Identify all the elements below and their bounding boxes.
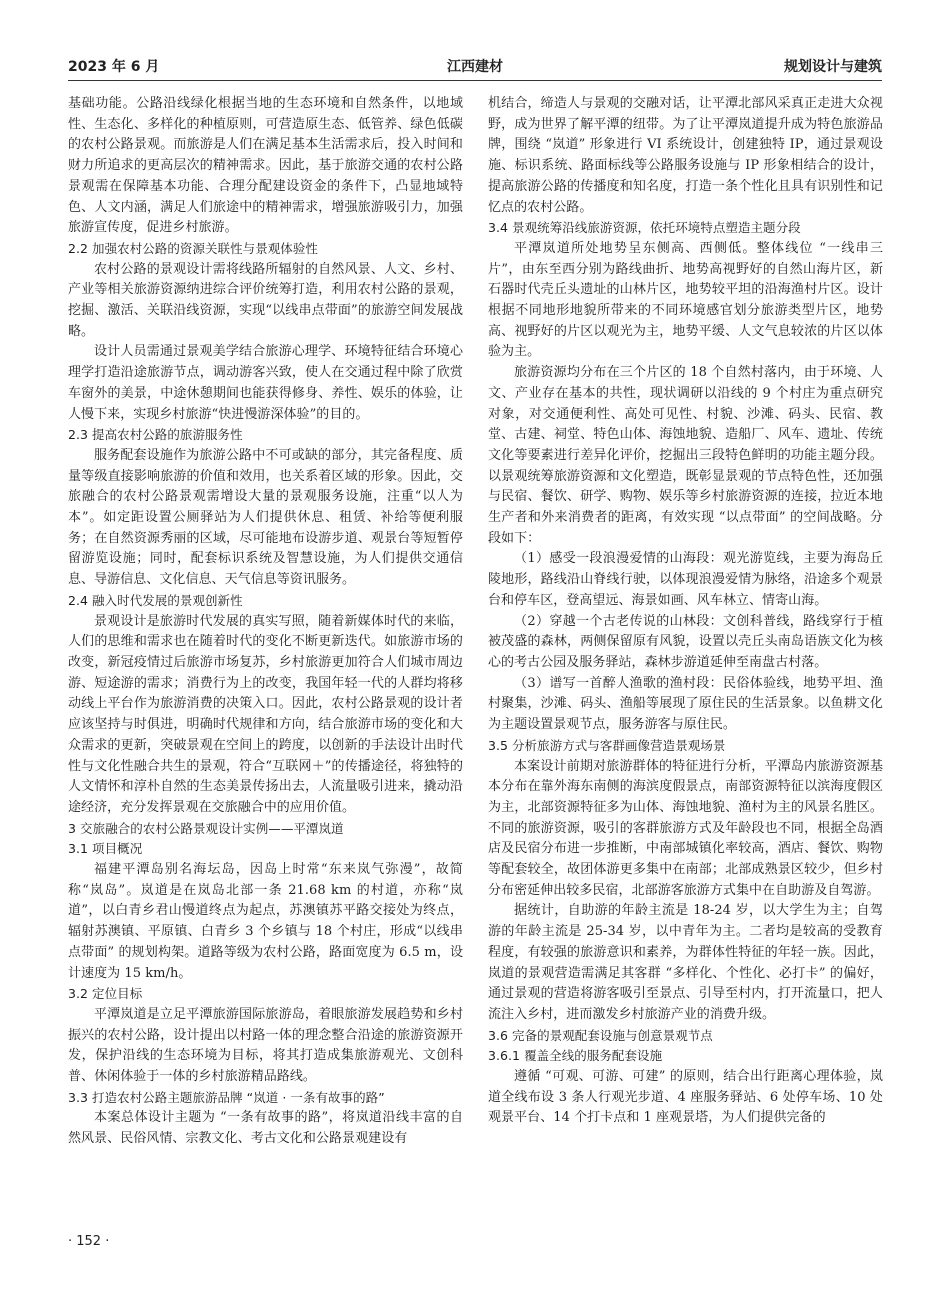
page-number: · 152 · <box>68 1234 110 1249</box>
section-heading: 3 交旅融合的农村公路景观设计实例——平潭岚道 <box>68 820 344 836</box>
paragraph: 据统计，自助游的年龄主流是 18-24 岁，以大学生为主；自驾游的年龄主流是 25-34 岁，以中青年为主。二者均是较高的受教育程度，有较强的旅游意识和素养，为群体性特征的年轻一族。因此，岚道的景观营造需满足其客群 “多样化、个性化、必打卡” 的偏好，通过景观的营造将游客吸引至景点、引导至村内，打开流量口，把人流注入乡村，进而激发乡村旅游产业的消费升级。 <box>488 903 883 1022</box>
paragraph: 福建平潭岛别名海坛岛，因岛上时常“东来岚气弥漫”，故简称“岚岛”。岚道是在岚岛北部一条 21.68 km 的村道，亦称“岚道”，以白青乡君山慢道终点为起点，苏澳镇苏平路交接处为终点，辐射苏澳镇、平原镇、白青乡 3 个乡镇与 18 个村庄，形成“以线串点带面” 的规划构架。道路等级为农村公路，路面宽度为 6.5 m，设计速度为 15 km/h。 <box>68 862 463 981</box>
paragraph: （1）感受一段浪漫爱情的山海段：观光游览线，主要为海岛丘陵地形，路线沿山脊线行驶，以体现浪漫爱情为脉络，沿途多个观景台和停车区，登高望远、海景如画、风车林立、情寄山海。 <box>488 551 883 608</box>
section-title: 规划设计与建筑 <box>784 59 882 75</box>
paragraph: 本案设计前期对旅游群体的特征进行分析，平潭岛内旅游资源基本分布在靠外海东南侧的海滨度假景点，南部资源特征以滨海度假区为主，北部资源特征多为山体、海蚀地貌、渔村为主的风景名胜区。不同的旅游资源，吸引的客群旅游方式及年龄段也不同，根据全岛酒店及民宿分布进一步推断，中南部城镇化率较高，酒店、餐饮、购物等配套较全，故团体游更多集中在南部；北部成熟景区较少，但乡村分布密延伸出较多民宿，北部游客旅游方式集中在自助游及自驾游。 <box>488 758 883 898</box>
paragraph-continued: 机结合，缔造人与景观的交融对话，让平潭北部风采真正走进大众视野，成为世界了解平潭的纽带。为了让平潭岚道提升成为特色旅游品牌，围绕 “岚道” 形象进行 VI 系统设计，创建独特 IP，通过景观设施、标识系统、路面标线等公路服务设施与 IP 形象相结合的设计，提高旅游公路的传播度和知名度，打造一条个性化且具有识别性和记忆点的农村公路。 <box>488 96 883 215</box>
section-heading: 2.4 融入时代发展的景观创新性 <box>68 592 243 608</box>
section-heading: 2.3 提高农村公路的旅游服务性 <box>68 427 243 443</box>
paragraph: 遵循 “可观、可游、可建” 的原则，结合出行距离心理体验，岚道全线布设 3 条人行观光步道、4 座服务驿站、6 处停车场、10 处观景平台、14 个打卡点和 1 座观景塔，为人们提供完备的 <box>488 1069 883 1126</box>
journal-title: 江西建材 <box>447 59 503 75</box>
paragraph: 旅游资源均分布在三个片区的 18 个自然村落内，由于环境、人文、产业存在基本的共性，现状调研以沿线的 9 个村庄为重点研究对象，对交通便利性、高处可见性、村貌、沙滩、码头、民宿、教堂、古建、祠堂、特色山体、海蚀地貌、造船厂、风车、遗址、传统文化等要素进行差异化评价，挖掘出三段特色鲜明的功能主题分段。以景观统筹旅游资源和文化塑造，既彰显景观的节点特色性，还加强与民宿、餐饮、研学、购物、娱乐等乡村旅游资源的连接，拉近本地生产者和外来消费者的距离，有效实现 “以点带面” 的空间战略。分段如下： <box>488 365 883 546</box>
paragraph: 农村公路的景观设计需将线路所辐射的自然风景、人文、乡村、产业等相关旅游资源纳进综合评价统筹打造，利用农村公路的景观，挖掘、激活、关联沿线资源，实现“以线串点带面”的旅游空间发展战略。 <box>68 261 463 339</box>
left-column <box>68 94 463 1150</box>
section-heading: 3.1 项目概况 <box>68 841 143 857</box>
section-heading: 3.3 打造农村公路主题旅游品牌 “岚道 · 一条有故事的路” <box>68 1089 385 1105</box>
section-heading: 3.4 景观统筹沿线旅游资源，依托环境特点塑造主题分段 <box>488 220 801 236</box>
right-column <box>488 94 883 1129</box>
header-date: 2023 年 6 月 <box>68 59 160 75</box>
section-heading: 3.6.1 覆盖全线的服务配套设施 <box>488 1048 663 1064</box>
paragraph: 景观设计是旅游时代发展的真实写照，随着新媒体时代的来临，人们的思维和需求也在随着时代的变化不断更新迭代。如旅游市场的改变，新冠疫情过后旅游市场复苏，乡村旅游更加符合人们城市周边游、短途游的需求；消费行为上的改变，我国年轻一代的人群均将移动线上平台作为旅游消费的决策入口。因此，农村公路景观的设计者应该坚持与时俱进，明确时代规律和方向，结合旅游市场的变化和大众需求的更新，突破景观在空间上的跨度，以创新的手法设计出时代性与文化性融合共生的景观，符合“互联网＋”的传播途径，将独特的人文情怀和淳朴自然的生态美景传扬出去，人流量吸引进来，撬动沿途经济，充分发挥景观在交旅融合中的应用价值。 <box>68 613 463 815</box>
section-heading: 2.2 加强农村公路的资源关联性与景观体验性 <box>68 240 318 256</box>
paragraph-continued: 基础功能。公路沿线绿化根据当地的生态环境和自然条件，以地域性、生态化、多样化的种植原则，可营造原生态、低管养、绿色低碳的农村公路景观。而旅游是人们在满足基本生活需求后，投入时间和财力所追求的更高层次的精神需求。因此，基于旅游交通的农村公路景观需在保障基本功能、合理分配建设资金的条件下，凸显地域特色、人文内涵，满足人们旅途中的精神需求，增强旅游吸引力，加强旅游宣传度，促进乡村旅游。 <box>68 96 463 236</box>
paragraph: （3）谱写一首醉人渔歌的渔村段：民俗体验线，地势平坦、渔村聚集，沙滩、码头、渔船等展现了原住民的生活景象。以鱼耕文化为主题设置景观节点，服务游客与原住民。 <box>488 675 883 733</box>
paragraph: 本案总体设计主题为 “一条有故事的路”，将岚道沿线丰富的自然风景、民俗风情、宗教文化、考古文化和公路景观建设有 <box>68 1110 463 1147</box>
paragraph: （2）穿越一个古老传说的山林段：文创科普线，路线穿行于植被茂盛的森林，两侧保留原有风貌，设置以壳丘头南岛语族文化为核心的考古公园及服务驿站，森林步游道延伸至南盘古村落。 <box>488 613 883 670</box>
section-heading: 3.6 完备的景观配套设施与创意景观节点 <box>488 1027 713 1043</box>
page-header <box>68 54 882 81</box>
section-heading: 3.5 分析旅游方式与客群画像营造景观场景 <box>488 737 726 753</box>
paragraph: 平潭岚道所处地势呈东侧高、西侧低。整体线位 “一线串三片”，由东至西分别为路线曲折、地势高视野好的自然山海片区，新石器时代壳丘头遗址的山林片区，地势较平坦的沿海渔村片区。设计根据不同地形地貌所带来的不同环境感官划分旅游类型片区，地势高、视野好的片区以观光为主，地势平缓、人文气息较浓的片区以体验为主。 <box>488 240 883 360</box>
paragraph: 平潭岚道是立足平潭旅游国际旅游岛，着眼旅游发展趋势和乡村振兴的农村公路，设计提出以村路一体的理念整合沿途的旅游资源开发，保护沿线的生态环境为目标，将其打造成集旅游观光、文创科普、休闲体验于一体的乡村旅游精品路线。 <box>68 1006 463 1085</box>
section-heading: 3.2 定位目标 <box>68 986 143 1002</box>
paragraph: 设计人员需通过景观美学结合旅游心理学、环境特征结合环境心理学打造沿途旅游节点，调动游客兴致，使人在交通过程中除了欣赏车窗外的美景，中途休憩期间也能获得修身、养性、娱乐的体验，让人慢下来，实现乡村旅游“快进慢游深体验”的目的。 <box>68 344 463 422</box>
paragraph: 服务配套设施作为旅游公路中不可或缺的部分，其完备程度、质量等级直接影响旅游的价值和效用，也关系着区域的形象。因此，交旅融合的农村公路景观需增设大量的景观服务设施，注重“以人为本”。如定距设置公厕驿站为人们提供休息、租赁、补给等便利服务；在自然资源秀丽的区域，尽可能地布设游步道、观景台等短暂停留游览设施；同时，配套标识系统及智慧设施，为人们提供交通信息、导游信息、文化信息、天气信息等资讯服务。 <box>68 447 463 588</box>
